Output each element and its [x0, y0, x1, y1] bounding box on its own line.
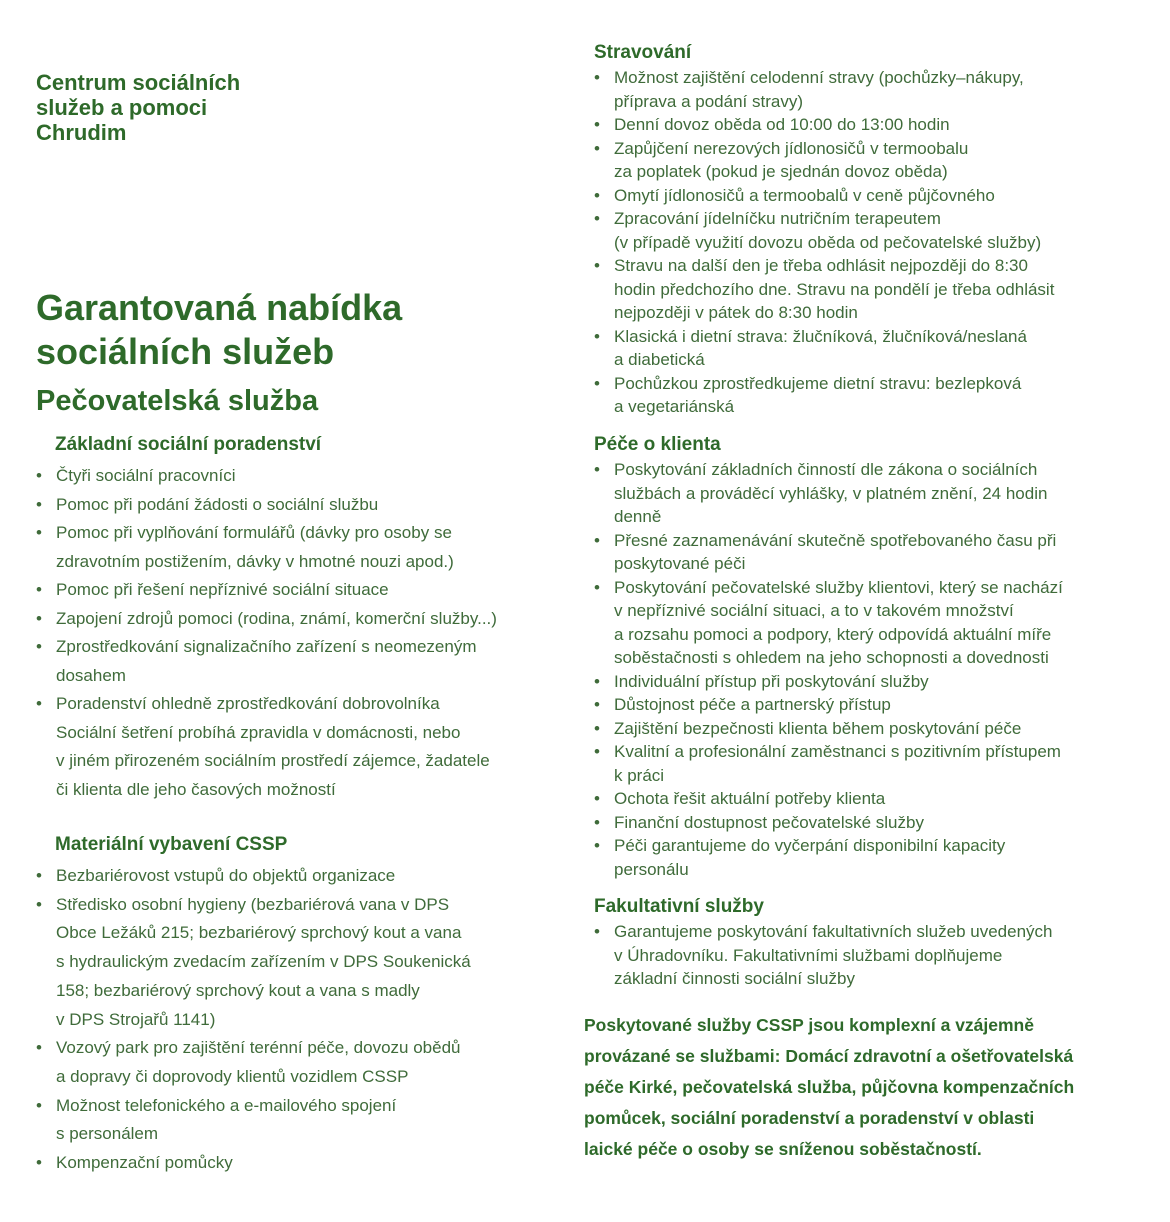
list-item-line: • Poskytování pečovatelské služby klientovi, který se nachází [614, 577, 1063, 597]
list-item-line: • Kvalitní a profesionální zaměstnanci s pozitivním přístupem [614, 742, 1061, 761]
list-item-line: • Individuální přístup při poskytování služby [614, 671, 929, 691]
list-item-line: • Poradenství ohledně zprostředkování dobrovolníka [56, 694, 440, 713]
closing-line: provázané se službami: Domácí zdravotní a ošetřovatelská [584, 1046, 1074, 1066]
list-item-line: a dopravy či doprovody klientů vozidlem CSSP [56, 1066, 409, 1086]
list-item-line: • Pomoc při vyplňování formulářů (dávky pro osoby se [56, 523, 452, 542]
closing-statement [584, 1010, 1124, 1165]
pece-list [594, 458, 1114, 881]
org-line-2: služeb a pomoci [36, 95, 208, 120]
list-item-line: dosahem [56, 665, 126, 685]
fakultativni-heading: Fakultativní služby [594, 896, 764, 917]
list-item-line: 158; bezbariérový sprchový kout a vana s madly [56, 980, 420, 1000]
fakultativni-list [594, 920, 1114, 991]
vybaveni-heading: Materiální vybavení CSSP [55, 834, 288, 855]
list-item-line: • Klasická i dietní strava: žlučníková, žlučníková/neslaná [614, 326, 1027, 346]
poradenstvi-heading: Základní sociální poradenství [55, 434, 322, 455]
list-item [36, 690, 546, 804]
list-item [36, 891, 546, 1035]
stravovani-block [594, 42, 1114, 419]
list-item [594, 920, 1114, 991]
list-item-line: • Denní dovoz oběda od 10:00 do 13:00 hodin [614, 115, 950, 134]
list-item-line: v jiném přirozeném sociálním prostředí zájemce, žadatele [56, 751, 490, 770]
pece-block [594, 434, 1114, 881]
list-item-line: • Zapojení zdrojů pomoci (rodina, známí, komerční služby...) [56, 608, 497, 628]
closing-line: Poskytované služby CSSP jsou komplexní a vzájemně [584, 1015, 1034, 1035]
list-item [594, 529, 1114, 576]
list-item-line: • Kompenzační pomůcky [56, 1153, 233, 1173]
fakultativni-block [594, 896, 1114, 991]
list-item-line: • Finanční dostupnost pečovatelské služby [614, 812, 924, 832]
list-item [594, 458, 1114, 529]
list-item-line: • Stravu na další den je třeba odhlásit nejpozději do 8:30 [614, 256, 1028, 275]
vybaveni-list [36, 862, 546, 1178]
list-item [594, 670, 1114, 694]
list-item-line: Sociální šetření probíhá zpravidla v domácnosti, nebo [56, 722, 461, 742]
list-item [594, 184, 1114, 208]
list-item-line: (v případě využití dovozu oběda od pečovatelské služby) [614, 232, 1042, 252]
list-item [36, 605, 546, 634]
list-item-line: nejpozději v pátek do 8:30 hodin [614, 303, 858, 322]
page-title [36, 286, 556, 374]
list-item-line: • Vozový park pro zajištění terénní péče, dovozu obědů [56, 1038, 461, 1058]
list-item-line: • Pomoc při podání žádosti o sociální službu [56, 494, 379, 514]
list-item-line: základní činnosti sociální služby [614, 969, 855, 988]
list-item [594, 325, 1114, 372]
list-item-line: • Pomoc při řešení nepříznivé sociální situace [56, 580, 389, 599]
list-item-line: za poplatek (pokud je sjednán dovoz oběda) [614, 162, 948, 181]
list-item [594, 740, 1114, 787]
list-item [594, 372, 1114, 419]
list-item-line: s personálem [56, 1124, 159, 1144]
list-item [36, 1092, 546, 1149]
organization-name [36, 70, 240, 145]
list-item-line: • Zapůjčení nerezových jídlonosičů v termoobalu [614, 138, 969, 158]
list-item-line: v Úhradovníku. Fakultativními službami doplňujeme [614, 945, 1003, 965]
list-item [594, 207, 1114, 254]
list-item-line: zdravotním postižením, dávky v hmotné nouzi apod.) [56, 551, 454, 571]
list-item-line: • Čtyři sociální pracovníci [56, 466, 236, 485]
closing-line: pomůcek, sociální poradenství a poradenství v oblasti [584, 1108, 1035, 1128]
list-item-line: či klienta dle jeho časových možností [56, 779, 336, 799]
list-item-line: • Zprostředkování signalizačního zařízení s neomezeným [56, 637, 477, 656]
list-item [594, 113, 1114, 137]
list-item [594, 787, 1114, 811]
list-item-line: • Zajištění bezpečnosti klienta během poskytování péče [614, 718, 1022, 738]
list-item-line: k práci [614, 765, 665, 785]
list-item [594, 717, 1114, 741]
stravovani-heading: Stravování [594, 42, 692, 63]
list-item-line: poskytované péči [614, 554, 746, 573]
list-item [594, 254, 1114, 325]
list-item [594, 66, 1114, 113]
list-item-line: s hydraulickým zvedacím zařízením v DPS Soukenická [56, 952, 471, 972]
list-item-line: příprava a podání stravy) [614, 91, 803, 111]
list-item-line: a diabetická [614, 350, 705, 369]
list-item [36, 1149, 546, 1178]
list-item [36, 1034, 546, 1091]
page-title-line-1: Garantovaná nabídka [36, 287, 403, 329]
list-item-line: • Možnost zajištění celodenní stravy (pochůzky–nákupy, [614, 68, 1024, 87]
closing-line: laické péče o osoby se sníženou soběstačností. [584, 1139, 982, 1159]
list-item-line: • Poskytování základních činností dle zákona o sociálních [614, 460, 1038, 479]
list-item-line: • Ochota řešit aktuální potřeby klienta [614, 789, 886, 808]
list-item-line: soběstačnosti s ohledem na jeho schopnosti a dovednosti [614, 648, 1049, 667]
list-item [36, 491, 546, 520]
org-line-1: Centrum sociálních [36, 70, 241, 95]
list-item [594, 693, 1114, 717]
list-item-line: denně [614, 507, 662, 526]
list-item-line: • Důstojnost péče a partnerský přístup [614, 695, 891, 714]
list-item [594, 834, 1114, 881]
list-item-line: službách a prováděcí vyhlášky, v platném znění, 24 hodin [614, 483, 1048, 503]
pece-heading: Péče o klienta [594, 434, 721, 455]
section-title: Pečovatelská služba [36, 385, 319, 417]
list-item-line: a vegetariánská [614, 397, 735, 416]
list-item-line: v DPS Strojařů 1141) [56, 1009, 216, 1029]
org-line-3: Chrudim [36, 120, 127, 145]
poradenstvi-list [36, 462, 546, 804]
list-item-line: a rozsahu pomoci a podpory, který odpovídá aktuální míře [614, 624, 1052, 644]
list-item-line: Obce Ležáků 215; bezbariérový sprchový kout a vana [56, 923, 462, 943]
closing-line: péče Kirké, pečovatelská služba, půjčovna kompenzačních [584, 1077, 1075, 1097]
list-item-line: • Bezbariérovost vstupů do objektů organizace [56, 866, 396, 885]
list-item [36, 633, 546, 690]
list-item [36, 462, 546, 491]
list-item-line: • Zpracování jídelníčku nutričním terapeutem [614, 209, 941, 228]
stravovani-list [594, 66, 1114, 419]
list-item-line: • Možnost telefonického a e-mailového spojení [56, 1095, 397, 1115]
list-item-line: personálu [614, 859, 689, 879]
list-item-line: • Pochůzkou zprostředkujeme dietní stravu: bezlepková [614, 373, 1022, 393]
list-item-line: • Středisko osobní hygieny (bezbariérová vana v DPS [56, 894, 450, 914]
list-item [36, 519, 546, 576]
vybaveni-block [36, 834, 546, 1178]
list-item-line: v nepříznivé sociální situaci, a to v takovém množství [614, 601, 1014, 620]
list-item-line: • Garantujeme poskytování fakultativních služeb uvedených [614, 922, 1053, 941]
list-item [594, 576, 1114, 670]
list-item [594, 811, 1114, 835]
list-item-line: • Omytí jídlonosičů a termoobalů v ceně půjčovného [614, 185, 995, 205]
list-item [36, 576, 546, 605]
list-item [36, 862, 546, 891]
list-item-line: hodin předchozího dne. Stravu na pondělí je třeba odhlásit [614, 279, 1055, 299]
list-item [594, 137, 1114, 184]
page-title-line-2: sociálních služeb [36, 331, 335, 373]
list-item-line: • Péči garantujeme do vyčerpání disponibilní kapacity [614, 836, 1006, 855]
poradenstvi-block [36, 434, 546, 804]
list-item-line: • Přesné zaznamenávání skutečně spotřebovaného času při [614, 530, 1057, 550]
